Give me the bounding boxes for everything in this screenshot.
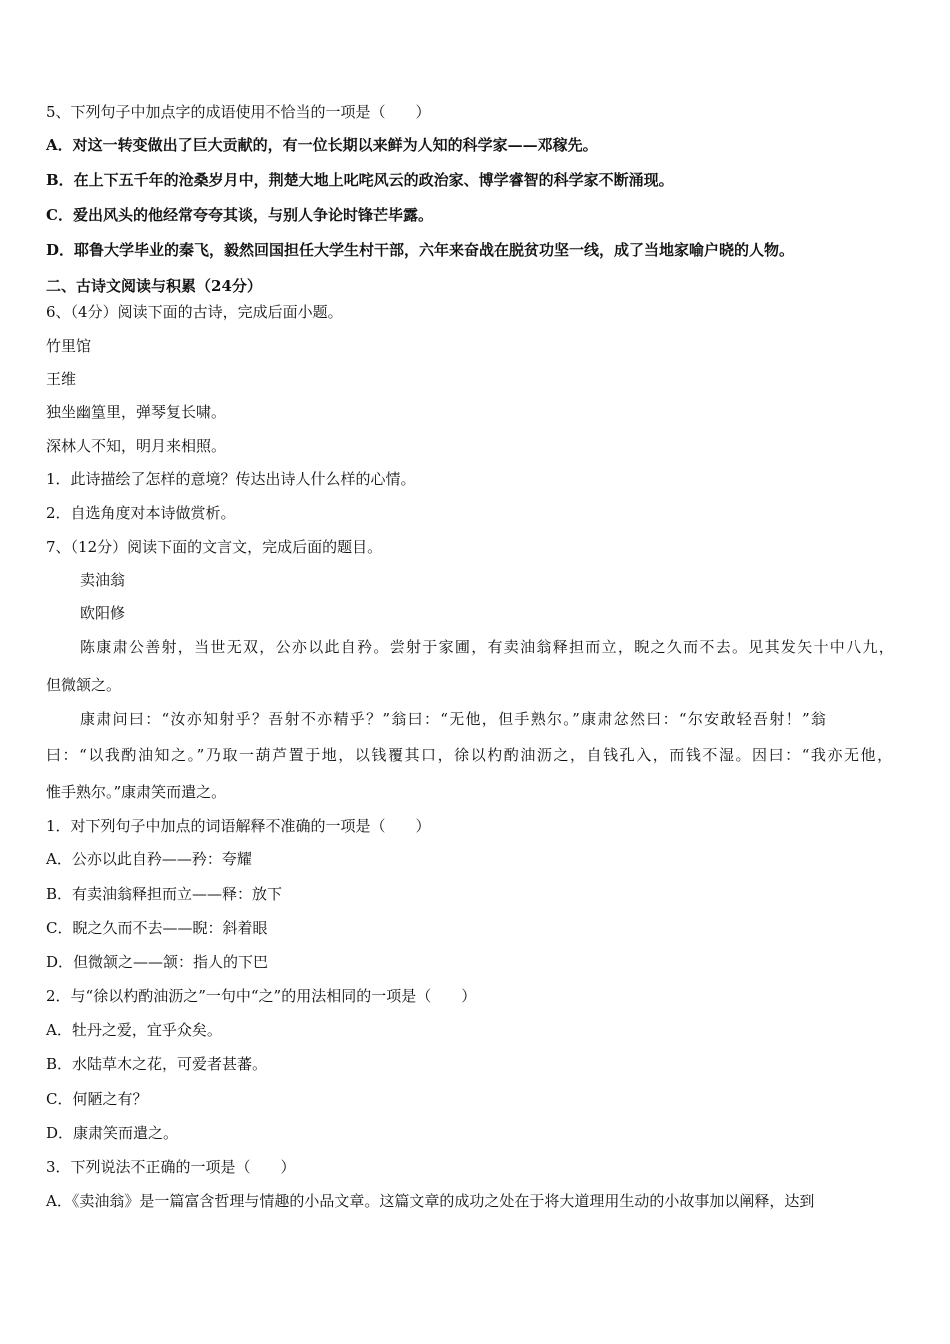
question-5-option-a: A．对这一转变做出了巨大贡献的，有一位长期以来鲜为人知的科学家——邓稼先。 <box>46 136 598 154</box>
question-6-sub-2: 2．自选角度对本诗做赏析。 <box>46 504 236 522</box>
sub-2-option-a: A．牡丹之爱，宜乎众矣。 <box>46 1021 222 1039</box>
prose-paragraph-2-line-2: 曰：“以我酌油知之。”乃取一葫芦置于地，以钱覆其口，徐以杓酌油沥之，自钱孔入，而钱不湿。因曰：“我亦无他， <box>46 746 894 764</box>
poem-line-2: 深林人不知，明月来相照。 <box>46 437 227 455</box>
prose-paragraph-2-line-1: 康肃问曰：“汝亦知射乎？吾射不亦精乎？”翁曰：“无他，但手熟尔。”康肃忿然曰：“尔安敢轻吾射！”翁 <box>80 710 828 728</box>
question-6-sub-1: 1．此诗描绘了怎样的意境？传达出诗人什么样的心情。 <box>46 470 416 488</box>
question-7-sub-2: 2．与“徐以杓酌油沥之”一句中“之”的用法相同的一项是（ ） <box>46 987 477 1005</box>
poem-line-1: 独坐幽篁里，弹琴复长啸。 <box>46 403 227 421</box>
poem-author: 王维 <box>46 370 77 388</box>
prose-paragraph-1-line-2: 但微颔之。 <box>46 676 122 694</box>
sub-3-option-a: A．《卖油翁》是一篇富含哲理与情趣的小品文章。这篇文章的成功之处在于将大道理用生动的小故事加以阐释，达到 <box>46 1192 815 1210</box>
prose-paragraph-2-line-3: 惟手熟尔。”康肃笑而遣之。 <box>46 783 227 801</box>
question-7-sub-3: 3．下列说法不正确的一项是（ ） <box>46 1158 296 1176</box>
question-5-option-c: C．爱出风头的他经常夸夸其谈，与别人争论时锋芒毕露。 <box>46 206 433 224</box>
prose-author: 欧阳修 <box>80 604 126 622</box>
sub-1-option-b: B．有卖油翁释担而立——释：放下 <box>46 885 283 903</box>
question-7-sub-1: 1．对下列句子中加点的词语解释不准确的一项是（ ） <box>46 817 431 835</box>
sub-2-option-b: B．水陆草木之花，可爱者甚蕃。 <box>46 1055 268 1073</box>
sub-1-option-c: C．睨之久而不去——睨：斜着眼 <box>46 919 268 937</box>
prose-paragraph-1-line-1: 陈康肃公善射，当世无双，公亦以此自矜。尝射于家圃，有卖油翁释担而立，睨之久而不去。见其发矢十中八九， <box>80 638 896 656</box>
prose-title: 卖油翁 <box>80 571 126 589</box>
question-5-option-d: D．耶鲁大学毕业的秦飞，毅然回国担任大学生村干部，六年来奋战在脱贫功坚一线，成了当地家喻户晓的人物。 <box>46 241 795 259</box>
question-5-stem: 5、下列句子中加点字的成语使用不恰当的一项是（ ） <box>46 103 431 121</box>
sub-1-option-d: D．但微颔之——颔：指人的下巴 <box>46 953 269 971</box>
question-5-option-b: B．在上下五千年的沧桑岁月中，荆楚大地上叱咤风云的政治家、博学睿智的科学家不断涌现。 <box>46 171 674 189</box>
question-6-stem: 6、（4分）阅读下面的古诗，完成后面小题。 <box>46 303 343 321</box>
sub-1-option-a: A．公亦以此自矜——矜：夸耀 <box>46 850 252 868</box>
poem-title: 竹里馆 <box>46 337 92 355</box>
sub-2-option-c: C．何陋之有？ <box>46 1090 148 1108</box>
question-7-stem: 7、（12分）阅读下面的文言文，完成后面的题目。 <box>46 538 383 556</box>
section-2-heading: 二、古诗文阅读与积累（24分） <box>46 277 262 295</box>
sub-2-option-d: D．康肃笑而遣之。 <box>46 1124 179 1142</box>
